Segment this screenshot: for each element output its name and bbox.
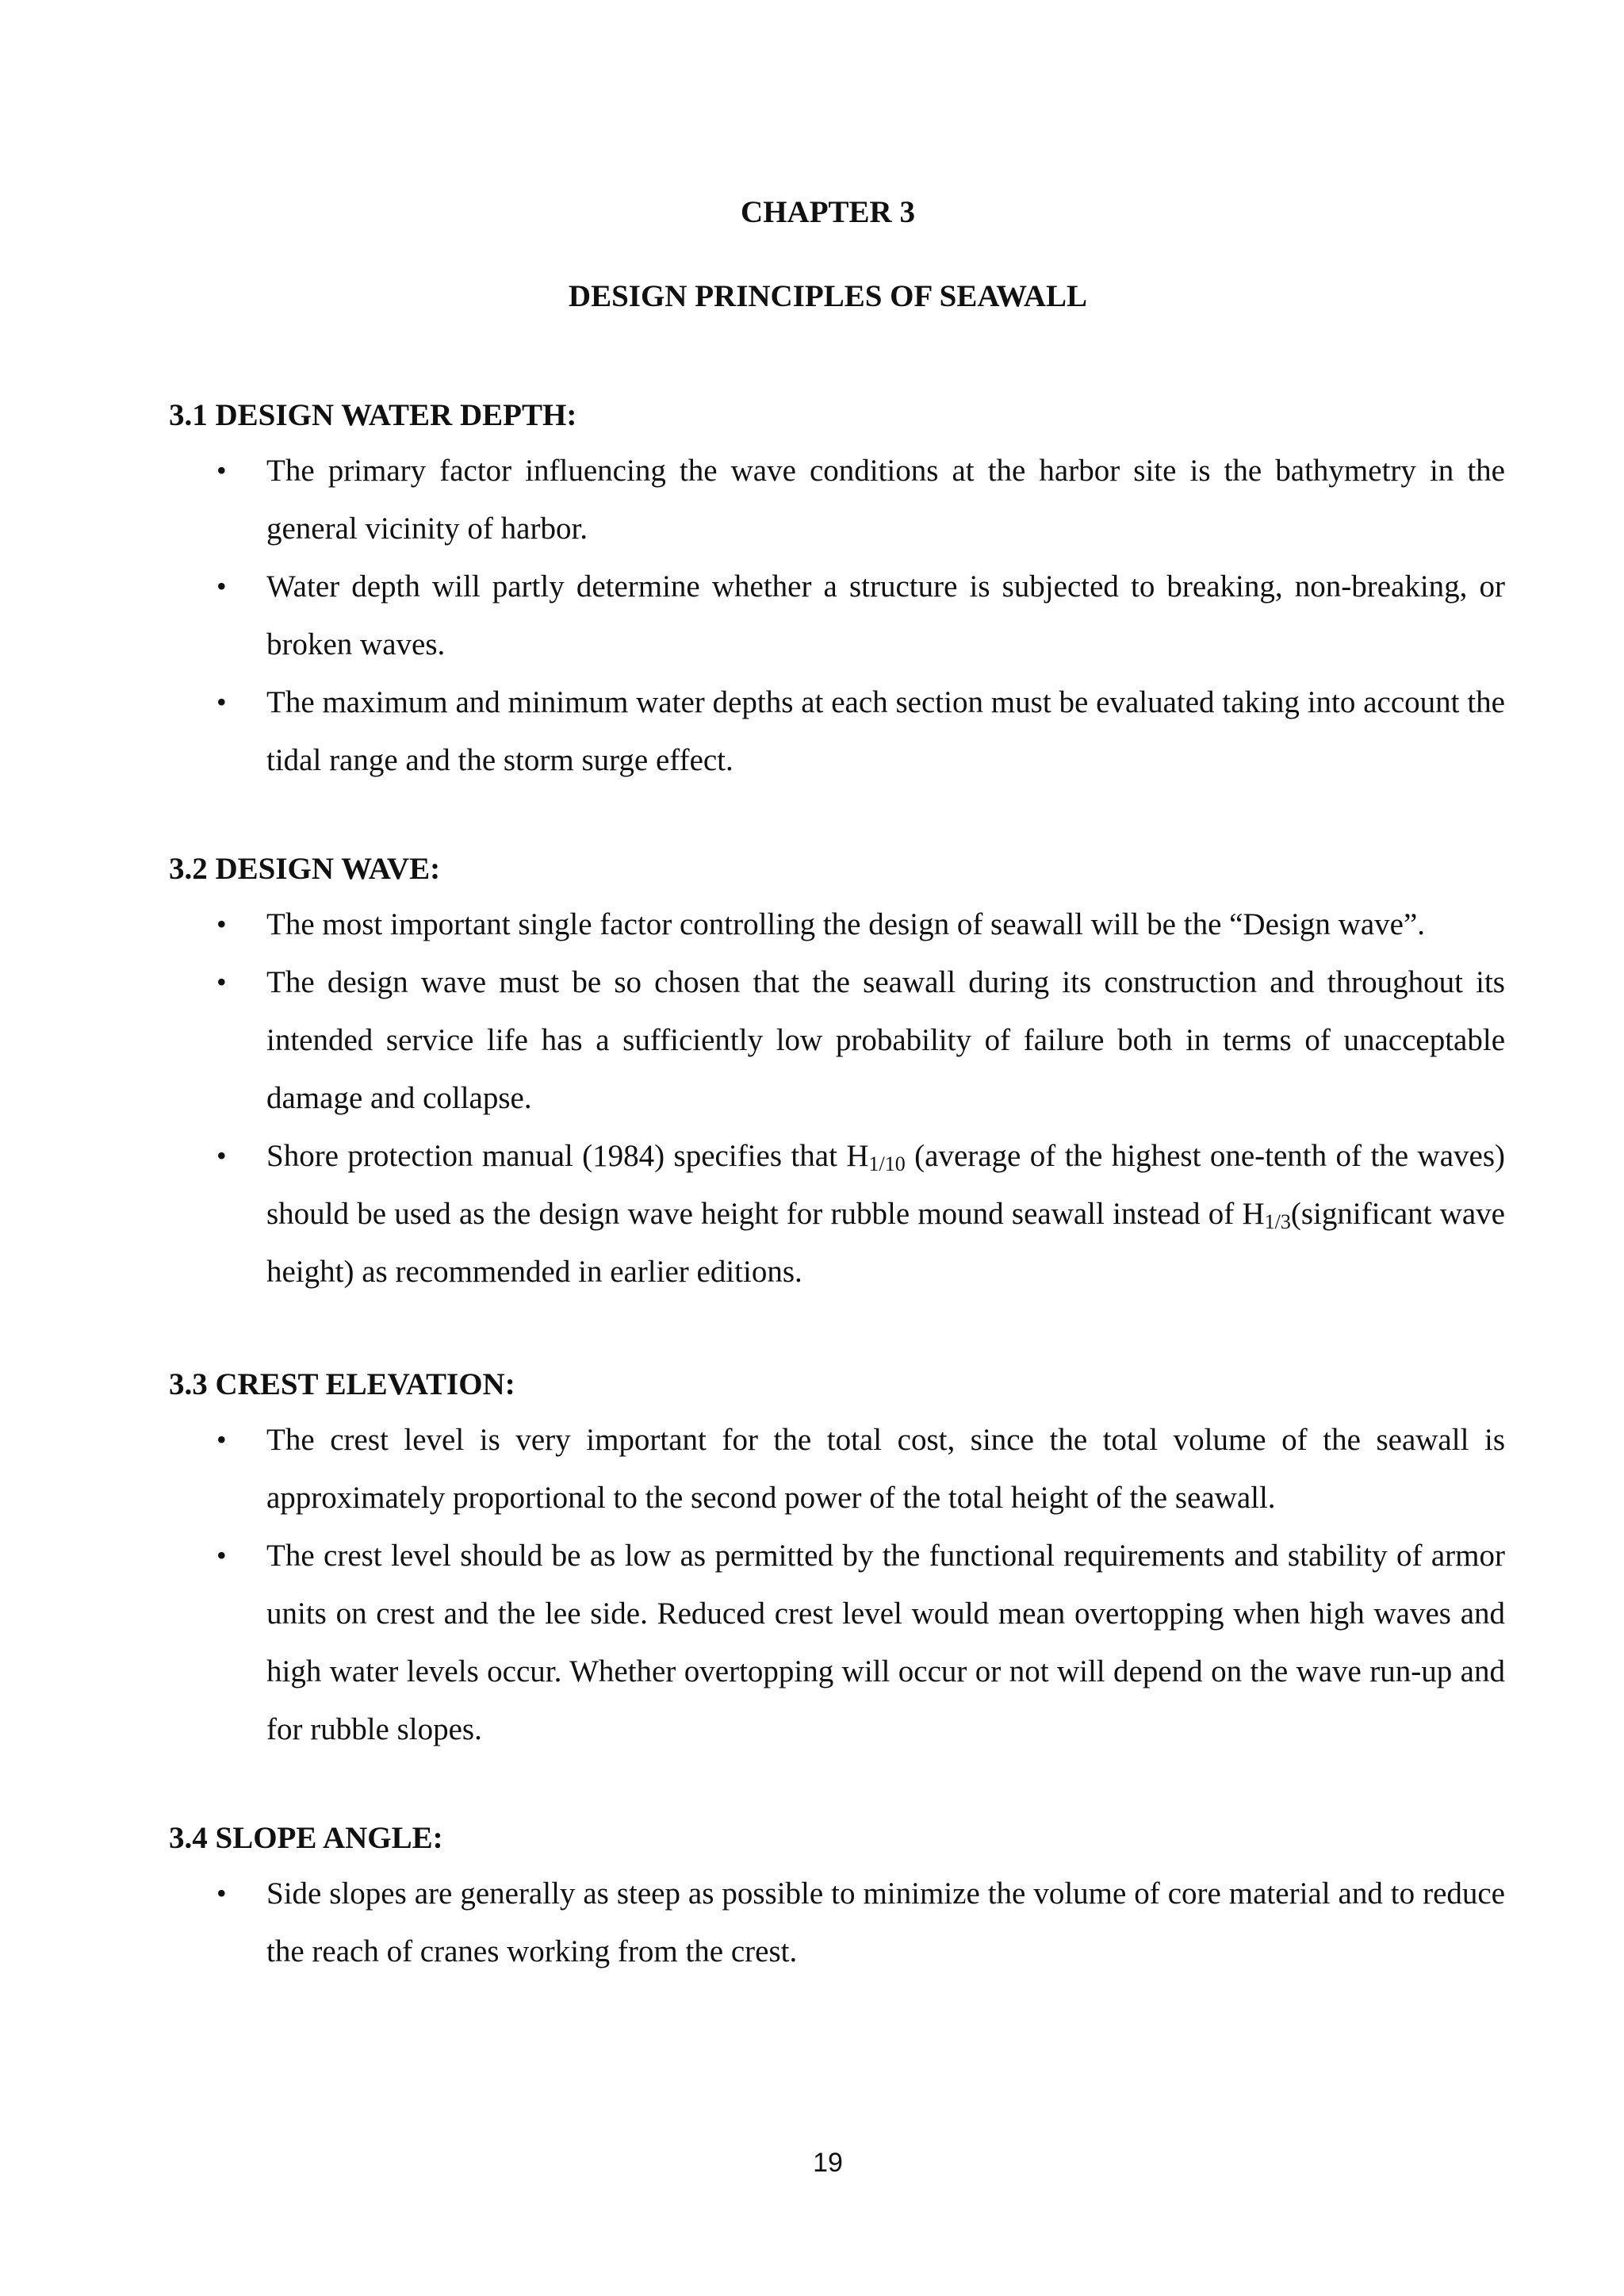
bullet-icon: •: [216, 1877, 227, 1909]
bullet-icon: •: [216, 1140, 227, 1171]
bullet-text: The most important single factor controlling the design of seawall will be the “Design wave”.: [266, 907, 1426, 941]
section-heading: 3.2 DESIGN WAVE:: [169, 852, 441, 886]
bullet-list: [169, 1865, 1505, 1980]
page-number: 19: [813, 2148, 843, 2178]
section-heading: 3.3 CREST ELEVATION:: [169, 1367, 515, 1401]
list-item: [169, 895, 1505, 953]
bullet-icon: •: [216, 570, 227, 602]
bullet-text: [266, 1139, 1505, 1289]
list-item: [169, 1411, 1505, 1527]
bullet-list: [169, 442, 1505, 789]
section-heading: 3.1 DESIGN WATER DEPTH:: [169, 398, 577, 432]
bullet-text: The crest level is very important for the total cost, since the total volume of the seawall is approximately proportional to the second power of the total height of the seawall.: [266, 1423, 1505, 1515]
section-slope-angle: [169, 1815, 1505, 1980]
bullet-text: Water depth will partly determine whether a structure is subjected to breaking, non-breaking, or broken waves.: [266, 569, 1505, 661]
list-item: [169, 1127, 1505, 1301]
bullet-text: The maximum and minimum water depths at each section must be evaluated taking into account the tidal range and the storm surge effect.: [266, 685, 1505, 777]
bullet-list: [169, 1411, 1505, 1758]
bullet-text: Side slopes are generally as steep as possible to minimize the volume of core material and to reduce the reach of cranes working from the crest.: [266, 1876, 1505, 1968]
bullet-text: The design wave must be so chosen that the seawall during its construction and throughout its intended service life has a sufficiently low probability of failure both in terms of unacceptable damage and collapse.: [266, 965, 1505, 1115]
section-heading: 3.4 SLOPE ANGLE:: [169, 1821, 443, 1855]
bullet-icon: •: [216, 454, 227, 486]
bullet-list: [169, 895, 1505, 1301]
bullet-icon: •: [216, 1424, 227, 1455]
section-crest-elevation: [169, 1361, 1505, 1758]
bullet-text-part: (significant wave height) as recommended in earlier editions.: [266, 1197, 1505, 1289]
list-item: [169, 673, 1505, 789]
list-item: [169, 558, 1505, 673]
list-item: [169, 442, 1505, 558]
bullet-icon: •: [216, 686, 227, 718]
section-design-wave: [169, 845, 1505, 1301]
list-item: [169, 1527, 1505, 1758]
bullet-text: The crest level should be as low as permitted by the functional requirements and stability of armor units on crest and the lee side. Reduced crest level would mean overtopping when high waves and high water levels occur. Whether overtopping will occur or not will depend on the wave run-up and for rubble slopes.: [266, 1539, 1505, 1746]
subscript: 1/3: [1264, 1210, 1291, 1233]
bullet-icon: •: [216, 908, 227, 940]
chapter-label: CHAPTER 3: [741, 195, 915, 229]
chapter-title: DESIGN PRINCIPLES OF SEAWALL: [568, 279, 1088, 313]
bullet-text-part: Shore protection manual (1984) specifies that H: [266, 1139, 869, 1173]
list-item: [169, 1865, 1505, 1980]
bullet-text: The primary factor influencing the wave conditions at the harbor site is the bathymetry in the general vicinity of harbor.: [266, 454, 1505, 546]
bullet-icon: •: [216, 966, 227, 998]
bullet-text-part: (average of the highest one-tenth of the waves) should be used as the design wave height for rubble mound seawall instead of H: [266, 1139, 1505, 1231]
bullet-icon: •: [216, 1539, 227, 1571]
list-item: [169, 953, 1505, 1127]
section-design-water-depth: [169, 392, 1505, 789]
subscript: 1/10: [868, 1152, 906, 1175]
